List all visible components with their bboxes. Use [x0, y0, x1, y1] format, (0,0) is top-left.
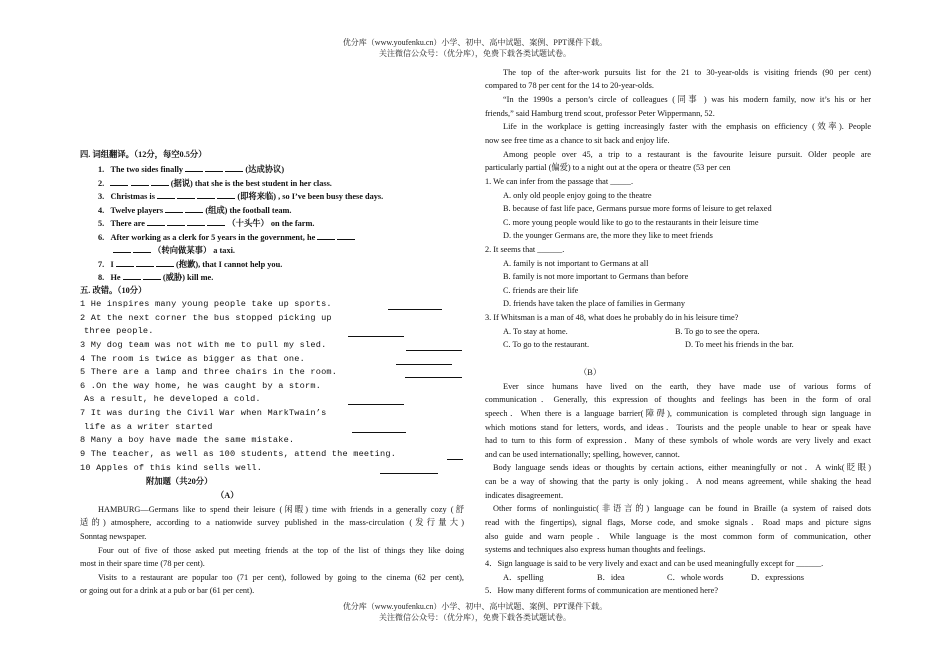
footer-line-2: 关注微信公众号：（优分库），免费下载各类试题试卷。: [379, 612, 571, 622]
s5-line-10: 10 Apples of this kind sells well.: [80, 463, 263, 473]
q3-option-b: B. To go to see the opera.: [675, 327, 760, 336]
footer-line-1: 优分库（www.youfenku.cn）小学、初中、高中试题、案例、PPT课件下载。: [342, 602, 608, 611]
part-b-title: （B）: [579, 368, 602, 377]
s4-item-8: 8. He (威胁) kill me.: [98, 270, 213, 285]
a-para2-l1: Four out of five of those asked put meeting friends at the top of the list of things they like doing: [98, 546, 464, 555]
right-column: [475, 0, 950, 664]
a-para1-l3: Sonntag newspaper.: [80, 532, 147, 541]
s4-item-6-cont: （转向做某事） a taxi.: [113, 243, 235, 258]
q1-stem: 1. We can infer from the passage that _____.: [485, 177, 634, 186]
answer-blank-4: [396, 364, 452, 365]
header-line-1: 优分库（www.youfenku.cn）小学、初中、高中试题、案例、PPT课件下载。: [342, 38, 608, 47]
q3-stem: 3. If Whitsman is a man of 48, what does he probably do in his leisure time?: [485, 313, 739, 322]
a-para3-l1: Visits to a restaurant are popular too (71 per cent), followed by going to the cinema (62 per cent),: [98, 573, 464, 582]
q3-option-c: C. To go to the restaurant.: [503, 340, 590, 349]
q5-stem: 5．How many different forms of communication are mentioned here?: [485, 586, 719, 595]
q2-option-b: B. family is not more important to Germans than before: [503, 272, 689, 281]
answer-blank-2: [348, 336, 404, 337]
s4-item-1: 1. The two sides finally (达成协议): [98, 162, 284, 177]
q3-option-d: D. To meet his friends in the bar.: [685, 340, 794, 349]
ra-para4-l2: particularly partial (偏爱) to a night out at the opera or theatre (53 per cen: [485, 163, 731, 172]
a-para1-l2: 适的) atmosphere, according to a nationwide survey published in the mass-circulation (发行量大): [80, 518, 464, 527]
s4-item-2: 2. (据说) that she is the best student in her class.: [98, 176, 332, 191]
s4-item-7: 7. I (抱歉), that I cannot help you.: [98, 257, 282, 272]
s5-line-9: 9 The teacher, as well as 100 students, attend the meeting.: [80, 449, 397, 459]
b-para1-l6: and can be used internationally; spelling, however, cannot．: [485, 450, 686, 459]
q4-option-a: A．spelling: [503, 573, 544, 582]
answer-blank-1: [388, 309, 442, 310]
ra-para2-l1: “In the 1990s a person’s circle of colleagues (同事 ) was his modern family, now it’s his or her: [503, 95, 871, 104]
q3-option-a: A. To stay at home.: [503, 327, 568, 336]
s5-line-7b: life as a writer started: [84, 422, 213, 432]
s5-line-4: 4 The room is twice as bigger as that one.: [80, 354, 305, 364]
answer-blank-10: [380, 473, 438, 474]
b-para1-l1: Ever since humans have lived on the earth, they have made use of various forms of: [503, 382, 871, 391]
s5-line-3: 3 My dog team was not with me to pull my sled.: [80, 340, 327, 350]
s5-line-2: 2 At the next corner the bus stopped picking up: [80, 313, 332, 323]
ra-para1-l2: compared to 78 per cent for the 14 to 20-year-olds.: [485, 81, 654, 90]
b-para3-l1: Other forms of nonlinguistic(非语言的) language can be found in Braille (a system of raised dots: [493, 504, 871, 513]
b-para2-l3: indicates disagreement．: [485, 491, 570, 500]
ra-para3-l2: now see free time as a chance to sit back and enjoy life.: [485, 136, 670, 145]
a-para2-l2: most in their spare time (78 per cent).: [80, 559, 205, 568]
section4-title: 四. 词组翻译。（12分，每空0.5分）: [80, 150, 207, 159]
s5-line-7: 7 It was during the Civil War when MarkTwain’s: [80, 408, 327, 418]
ra-para1-l1: The top of the after-work pursuits list for the 21 to 30-year-olds is visiting friends (90 per cent): [503, 68, 871, 77]
b-para1-l4: which motions stand for letters, words, and ideas．Tourists and the people unable to hear or speak have: [485, 423, 871, 432]
q4-option-c: C．whole words: [667, 573, 724, 582]
answer-blank-6: [348, 404, 404, 405]
b-para2-l2: can be a way of showing that the party is only joking．A nod means agreement, while shaking the head: [485, 477, 871, 486]
s5-line-8: 8 Many a boy have made the same mistake.: [80, 435, 295, 445]
extra-title: 附加题（共20分）: [146, 477, 213, 486]
s5-line-6b: As a result, he developed a cold.: [84, 394, 261, 404]
q4-stem: 4．Sign language is said to be very lively and exact and can be used meaningfully except for ______.: [485, 559, 824, 568]
b-para1-l2: communication．Generally, this expression of thoughts and feelings has been in the form of oral: [485, 395, 871, 404]
s5-line-1: 1 He inspires many young people take up sports.: [80, 299, 332, 309]
q2-option-a: A. family is not important to Germans at all: [503, 259, 649, 268]
q1-option-b: B. because of fast life pace, Germans pursue more forms of leisure to get relaxed: [503, 204, 772, 213]
q2-stem: 2. It seems that ______.: [485, 245, 565, 254]
q2-option-d: D. friends have taken the place of families in Germany: [503, 299, 686, 308]
q4-option-b: B．idea: [597, 573, 625, 582]
ra-para3-l1: Life in the workplace is getting increasingly faster with the emphasis on efficiency (效率). People: [503, 122, 871, 131]
b-para2-l1: Body language sends ideas or thoughts by certain actions, either meaningfully or not．A wink(眨眼): [493, 463, 871, 472]
s4-item-6: 6. After working as a clerk for 5 years in the government, he: [98, 230, 355, 245]
q1-option-d: D. the younger Germans are, the more they like to meet friends: [503, 231, 713, 240]
q1-option-c: C. more young people would like to go to the restaurants in their leisure time: [503, 218, 759, 227]
s4-item-5: 5. There are （十头牛） on the farm.: [98, 216, 314, 231]
q2-option-c: C. friends are their life: [503, 286, 579, 295]
s4-item-4: 4. Twelve players (组成) the football team.: [98, 203, 292, 218]
b-para3-l4: systems and techniques also express human thoughts and feelings．: [485, 545, 712, 554]
answer-blank-3: [406, 350, 462, 351]
s5-line-5: 5 There are a lamp and three chairs in the room.: [80, 367, 338, 377]
q1-option-a: A. only old people enjoy going to the theatre: [503, 191, 652, 200]
answer-blank-7: [352, 432, 406, 433]
a-para3-l2: or going out for a drink at a pub or bar (61 per cent).: [80, 586, 255, 595]
page-footer: [0, 602, 950, 623]
header-line-2: 关注微信公众号：（优分库），免费下载各类试题试卷。: [379, 48, 571, 58]
s5-line-2b: three people.: [84, 326, 154, 336]
b-para1-l3: speech．When there is a language barrier(障碍), communication is completed through sign language in: [485, 409, 871, 418]
answer-blank-5: [405, 377, 462, 378]
part-a-title: （A）: [216, 491, 239, 500]
section5-title: 五. 改错。（10分）: [80, 286, 147, 295]
s5-line-6: 6 .On the way home, he was caught by a storm.: [80, 381, 322, 391]
answer-blank-9: [447, 459, 463, 460]
b-para1-l5: had to turn to this form of expression．Many of these symbols of whole words are very lively and exact: [485, 436, 871, 445]
b-para3-l2: read with the fingertips), signal flags, Morse code, and smoke signals．Road maps and picture signs: [485, 518, 871, 527]
a-para1-l1: HAMBURG—Germans like to spend their leisure (闲暇) time with friends in a generally cozy (舒: [98, 505, 464, 514]
b-para3-l3: also guide and warn people．While language is the most common form of communication, other: [485, 532, 871, 541]
s4-item-3: 3. Christmas is (即将来临) , so I’ve been busy these days.: [98, 189, 383, 204]
ra-para4-l1: Among people over 45, a trip to a restaurant is the favourite leisure pursuit. Older people are: [503, 150, 871, 159]
q4-option-d: D．expressions: [751, 573, 805, 582]
ra-para2-l2: friends,” said Hamburg trend scout, professor Peter Wippermann, 52.: [485, 109, 715, 118]
